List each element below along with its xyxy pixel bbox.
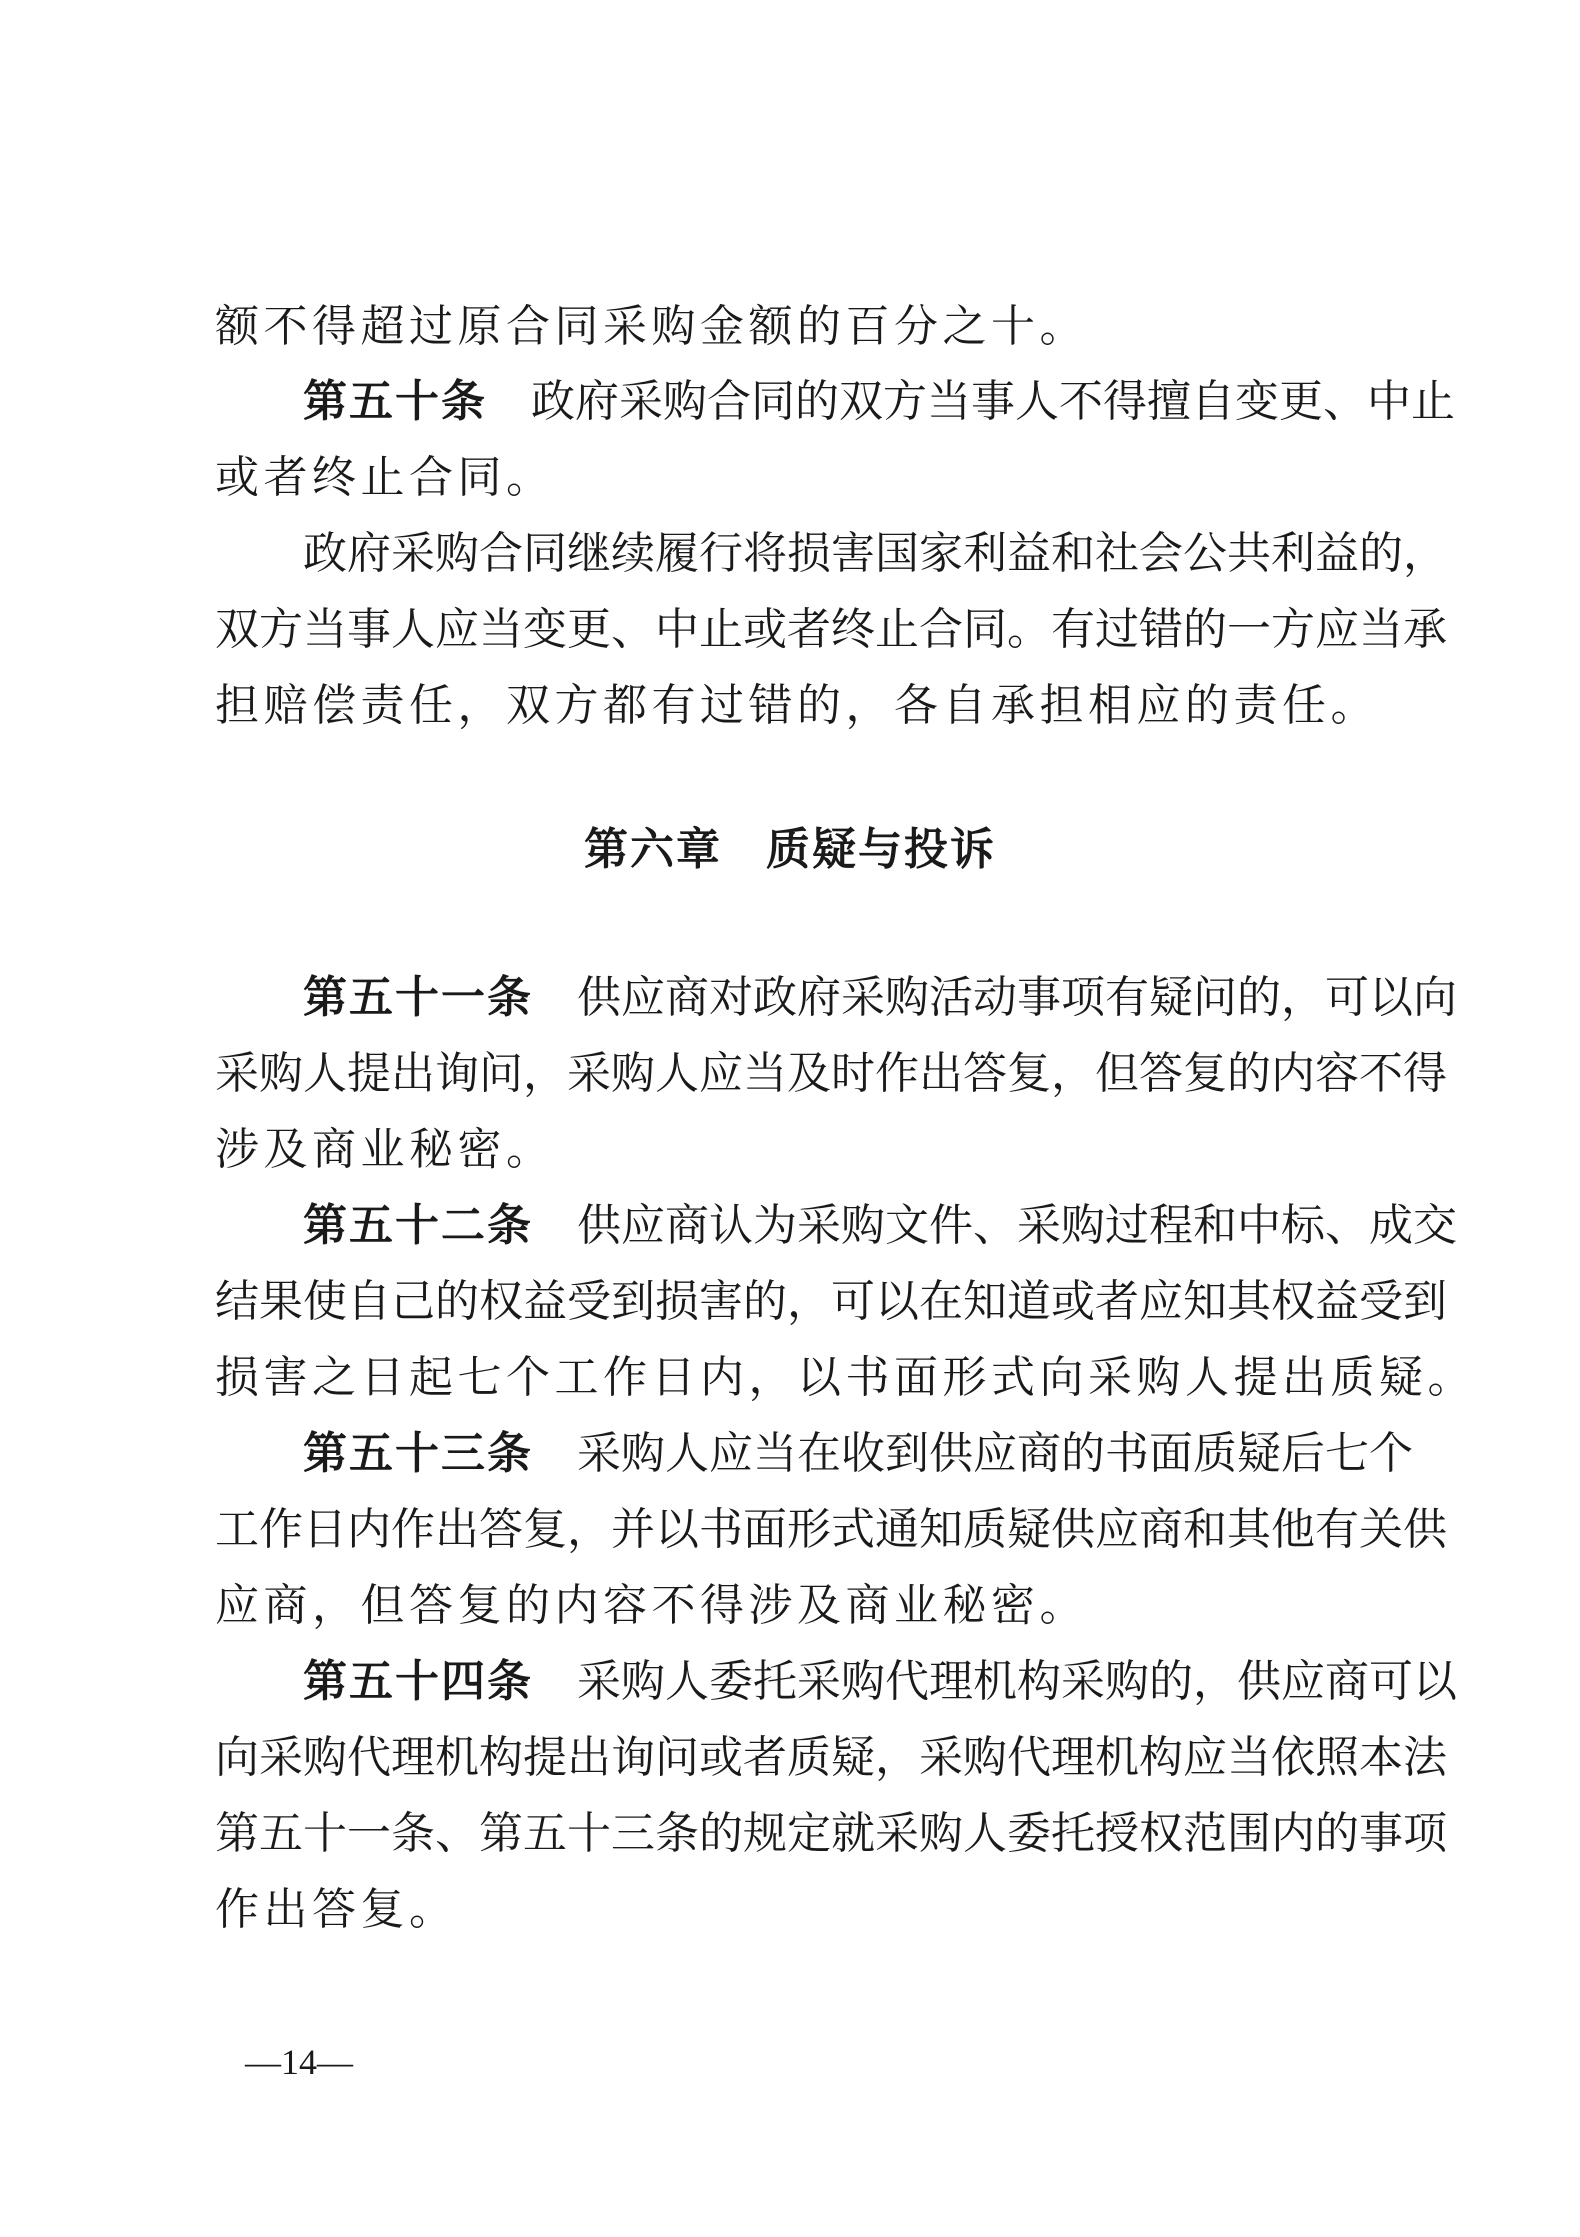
article-54-line-3: 第五十一条、第五十三条的规定就采购人委托授权范围内的事项: [215, 1808, 1447, 1859]
chapter-number: 第六章: [584, 824, 722, 875]
chapter-title: 质疑与投诉: [766, 824, 996, 875]
article-51-line-1: [215, 968, 1457, 1028]
article-53-line-1: [215, 1424, 1413, 1484]
article-54-heading: 第五十四条: [303, 1656, 533, 1707]
article-50-para2-line-2: 双方当事人应当变更、中止或者终止合同。有过错的一方应当承: [215, 604, 1447, 655]
article-52-text-1: 供应商认为采购文件、采购过程和中标、成交: [577, 1200, 1457, 1251]
article-53-text-1: 采购人应当在收到供应商的书面质疑后七个: [577, 1428, 1413, 1479]
article-51-heading: 第五十一条: [303, 972, 533, 1023]
article-53-line-2: 工作日内作出答复，并以书面形式通知质疑供应商和其他有关供: [215, 1504, 1447, 1555]
article-52-line-3: 损害之日起七个工作日内，以书面形式向采购人提出质疑。: [215, 1352, 1476, 1403]
continuation-line: 额不得超过原合同采购金额的百分之十。: [215, 301, 1088, 352]
article-50-line-1: [215, 372, 1455, 432]
article-51-line-2: 采购人提出询问，采购人应当及时作出答复，但答复的内容不得: [215, 1048, 1447, 1099]
article-50-para2-line-1: [215, 524, 1447, 584]
page-number: —14—: [245, 2042, 353, 2082]
chapter-heading: [0, 820, 1580, 880]
article-54-text-1: 采购人委托采购代理机构采购的，供应商可以: [577, 1656, 1457, 1707]
article-51-text-1: 供应商对政府采购活动事项有疑问的，可以向: [577, 972, 1457, 1023]
article-52-heading: 第五十二条: [303, 1200, 533, 1251]
article-50-para2-line-3: 担赔偿责任，双方都有过错的，各自承担相应的责任。: [215, 680, 1379, 731]
article-51-line-3: 涉及商业秘密。: [215, 1124, 555, 1175]
article-53-heading: 第五十三条: [303, 1428, 533, 1479]
article-50-para2-text-1: 政府采购合同继续履行将损害国家利益和社会公共利益的，: [303, 528, 1447, 579]
article-54-line-1: [215, 1652, 1457, 1712]
article-50-line-2: 或者终止合同。: [215, 452, 555, 503]
article-54-line-2: 向采购代理机构提出询问或者质疑，采购代理机构应当依照本法: [215, 1732, 1447, 1783]
article-54-line-4: 作出答复。: [215, 1884, 458, 1935]
article-52-line-2: 结果使自己的权益受到损害的，可以在知道或者应知其权益受到: [215, 1276, 1447, 1327]
article-50-heading: 第五十条: [303, 376, 487, 427]
article-53-line-3: 应商，但答复的内容不得涉及商业秘密。: [215, 1580, 1088, 1631]
article-52-line-1: [215, 1196, 1457, 1256]
article-50-text-1: 政府采购合同的双方当事人不得擅自变更、中止: [531, 376, 1455, 427]
